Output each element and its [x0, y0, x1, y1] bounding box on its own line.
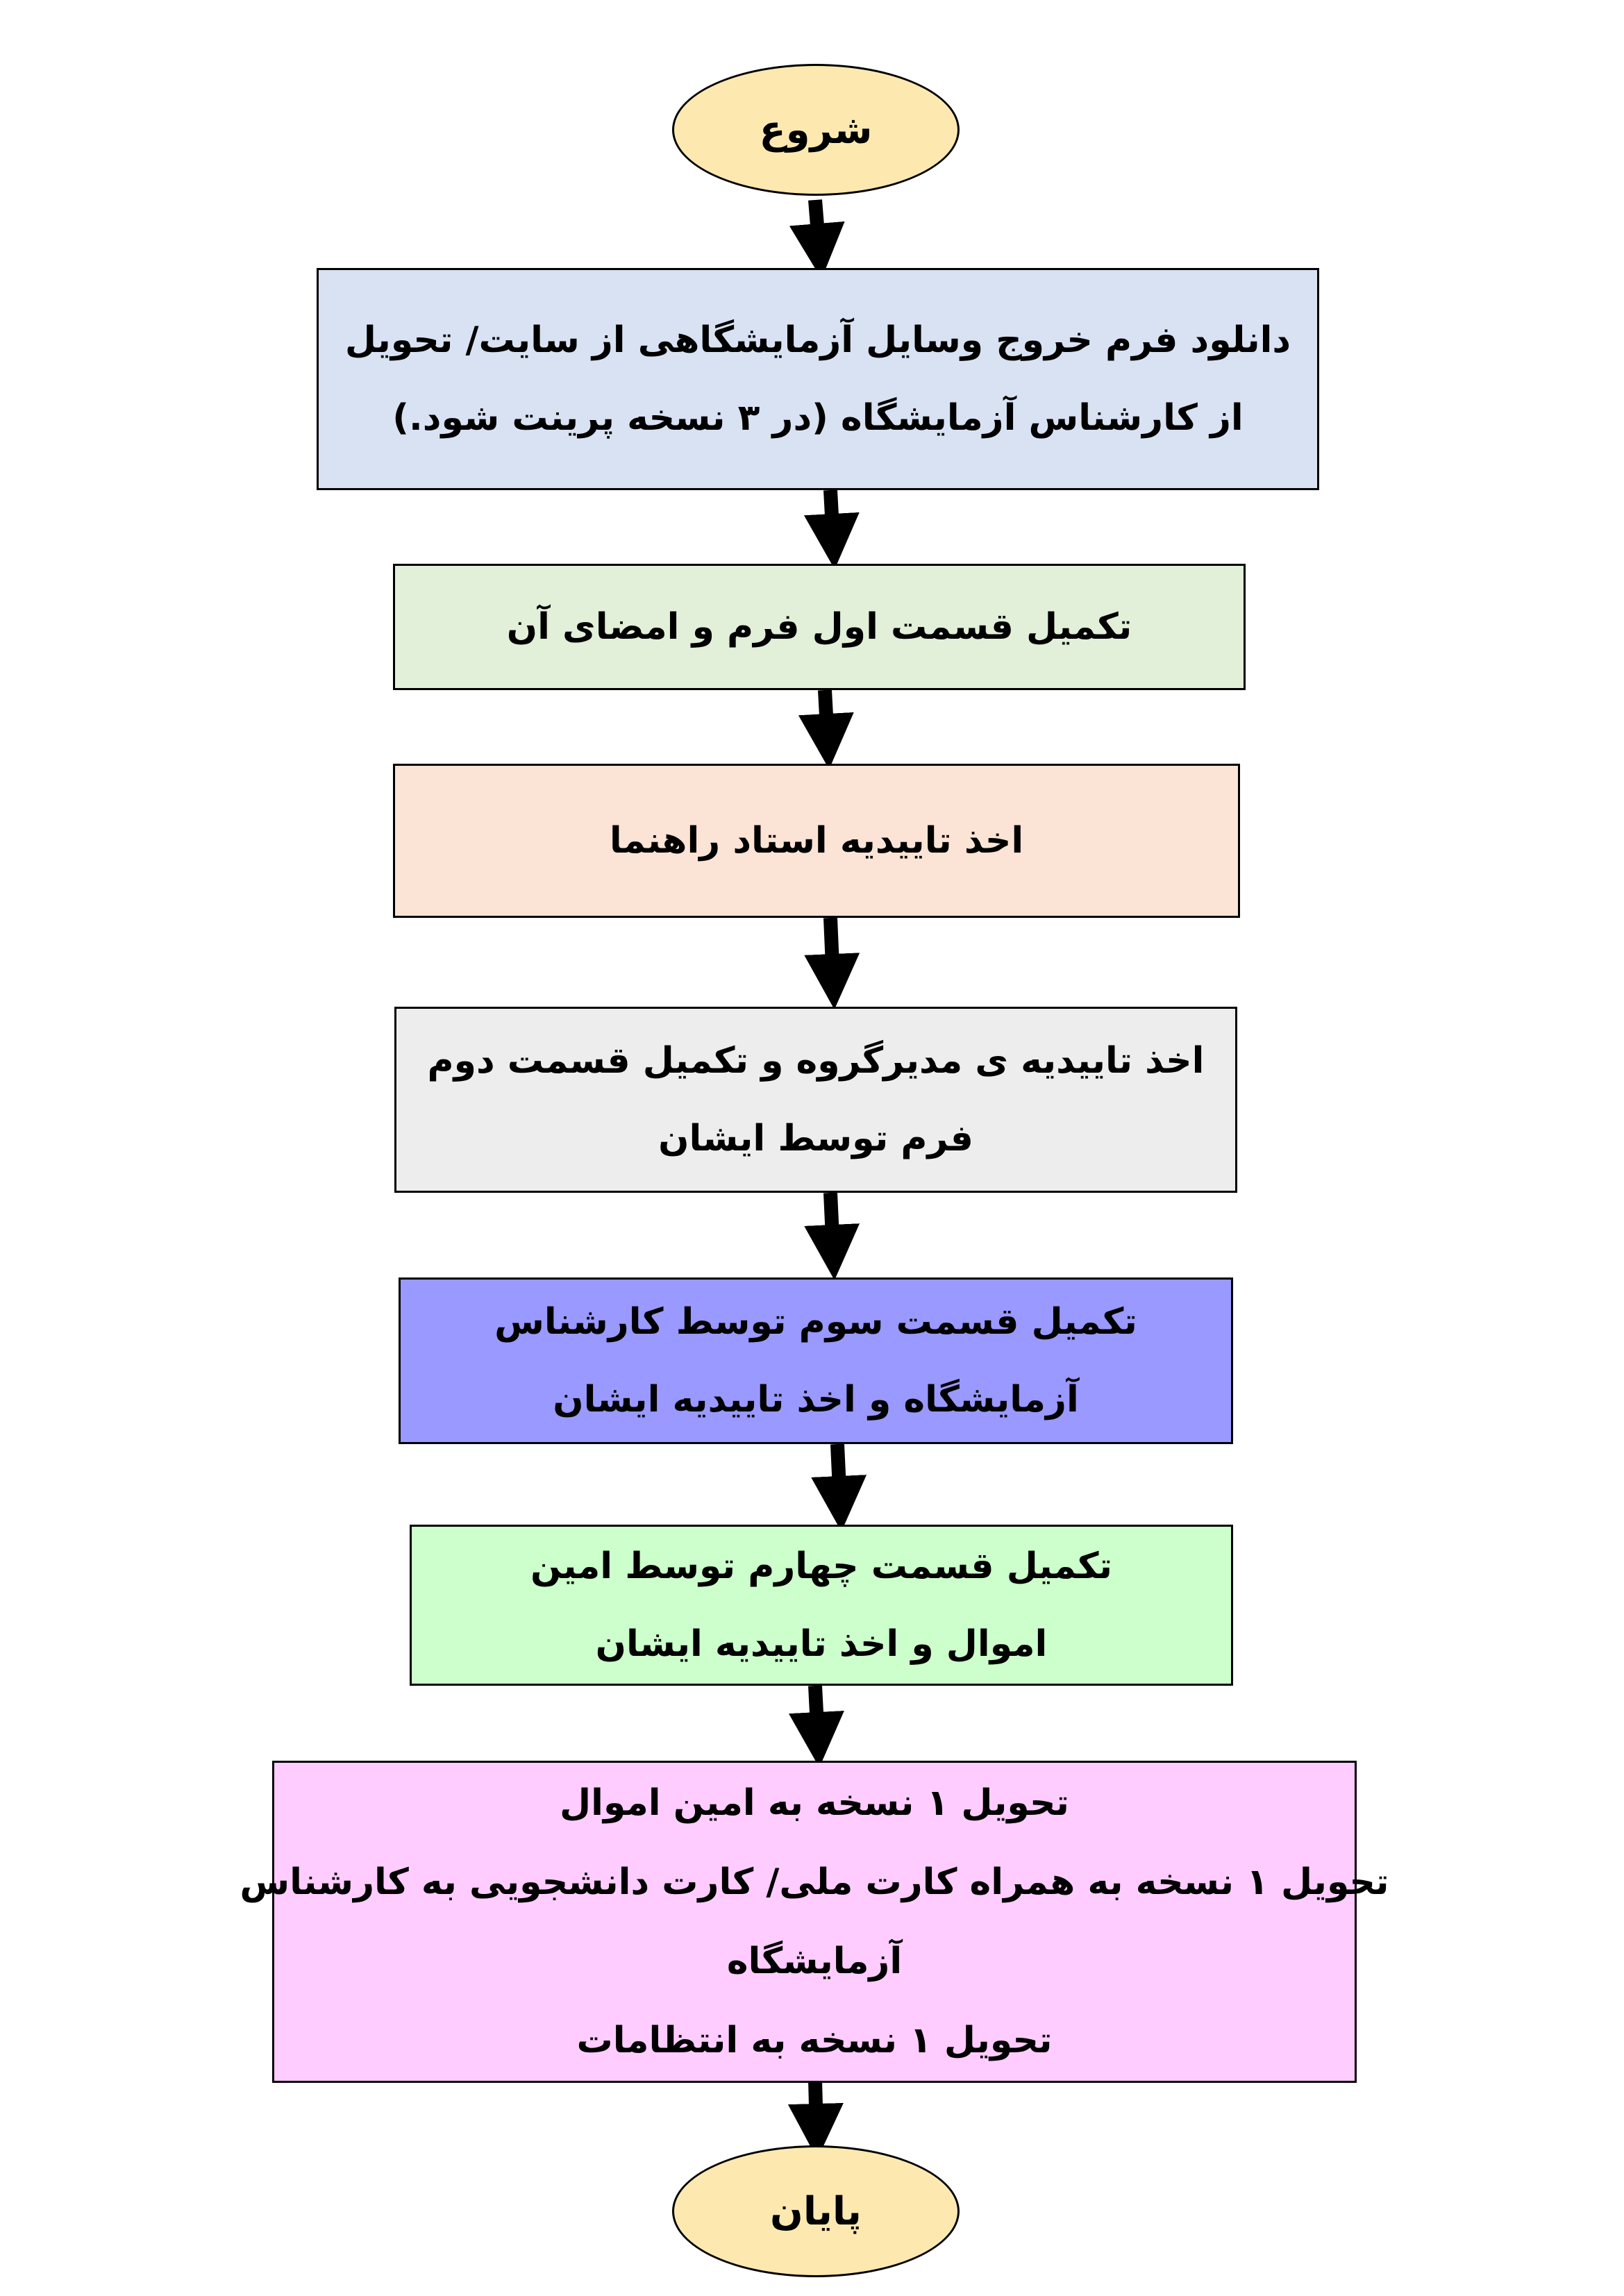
end-node	[672, 2145, 960, 2277]
step-lab-expert-part-three	[399, 1277, 1233, 1444]
step-download-form	[317, 268, 1319, 490]
step-text-line: تکمیل قسمت سوم توسط کارشناس	[494, 1301, 1137, 1343]
step-text-line: آزمایشگاه	[726, 1941, 903, 1982]
step-complete-part-one	[393, 564, 1246, 690]
arrow-step4-to-step5	[830, 1193, 833, 1252]
step-text-line: تکمیل قسمت چهارم توسط امین	[530, 1545, 1112, 1587]
arrow-start-to-step1	[815, 200, 819, 251]
step-text-line: فرم توسط ایشان	[658, 1118, 973, 1159]
step-text-line: تکمیل قسمت اول فرم و امضای آن	[506, 606, 1132, 648]
step-department-head-approval	[394, 1007, 1237, 1193]
arrow-step5-to-step6	[837, 1444, 840, 1504]
start-node	[672, 64, 960, 196]
end-label: پایان	[770, 2188, 862, 2234]
arrow-step2-to-step3	[825, 690, 828, 741]
step-text-line: اخذ تاییدیه استاد راهنما	[609, 820, 1024, 862]
step-property-officer-part-four	[410, 1525, 1233, 1686]
step-text-line: آزمایشگاه و اخذ تاییدیه ایشان	[553, 1379, 1079, 1421]
start-label: شروع	[759, 107, 873, 153]
step-text-line: تحویل ۱ نسخه به همراه کارت ملی/ کارت دانشجویی به کارشناس	[240, 1861, 1389, 1903]
step-text-line: دانلود فرم خروج وسایل آزمایشگاهی از سایت/ تحویل	[344, 319, 1291, 361]
arrow-step7-to-end	[815, 2080, 817, 2131]
step-advisor-approval	[393, 764, 1240, 918]
arrow-step3-to-step4	[830, 918, 833, 982]
step-text-line: از کارشناس آزمایشگاه (در ۳ نسخه پرینت شود.)	[392, 397, 1244, 439]
step-deliver-copies	[240, 1761, 1389, 2083]
arrow-step1-to-step2	[830, 490, 833, 542]
step-text-line: اخذ تاییدیه ی مدیرگروه و تکمیل قسمت دوم	[427, 1040, 1205, 1082]
step-text-line: تحویل ۱ نسخه به انتظامات	[576, 2020, 1053, 2061]
step-text-line: تحویل ۱ نسخه به امین اموال	[560, 1782, 1069, 1824]
step-text-line: اموال و اخذ تاییدیه ایشان	[595, 1623, 1048, 1665]
arrow-step6-to-step7	[815, 1686, 818, 1740]
